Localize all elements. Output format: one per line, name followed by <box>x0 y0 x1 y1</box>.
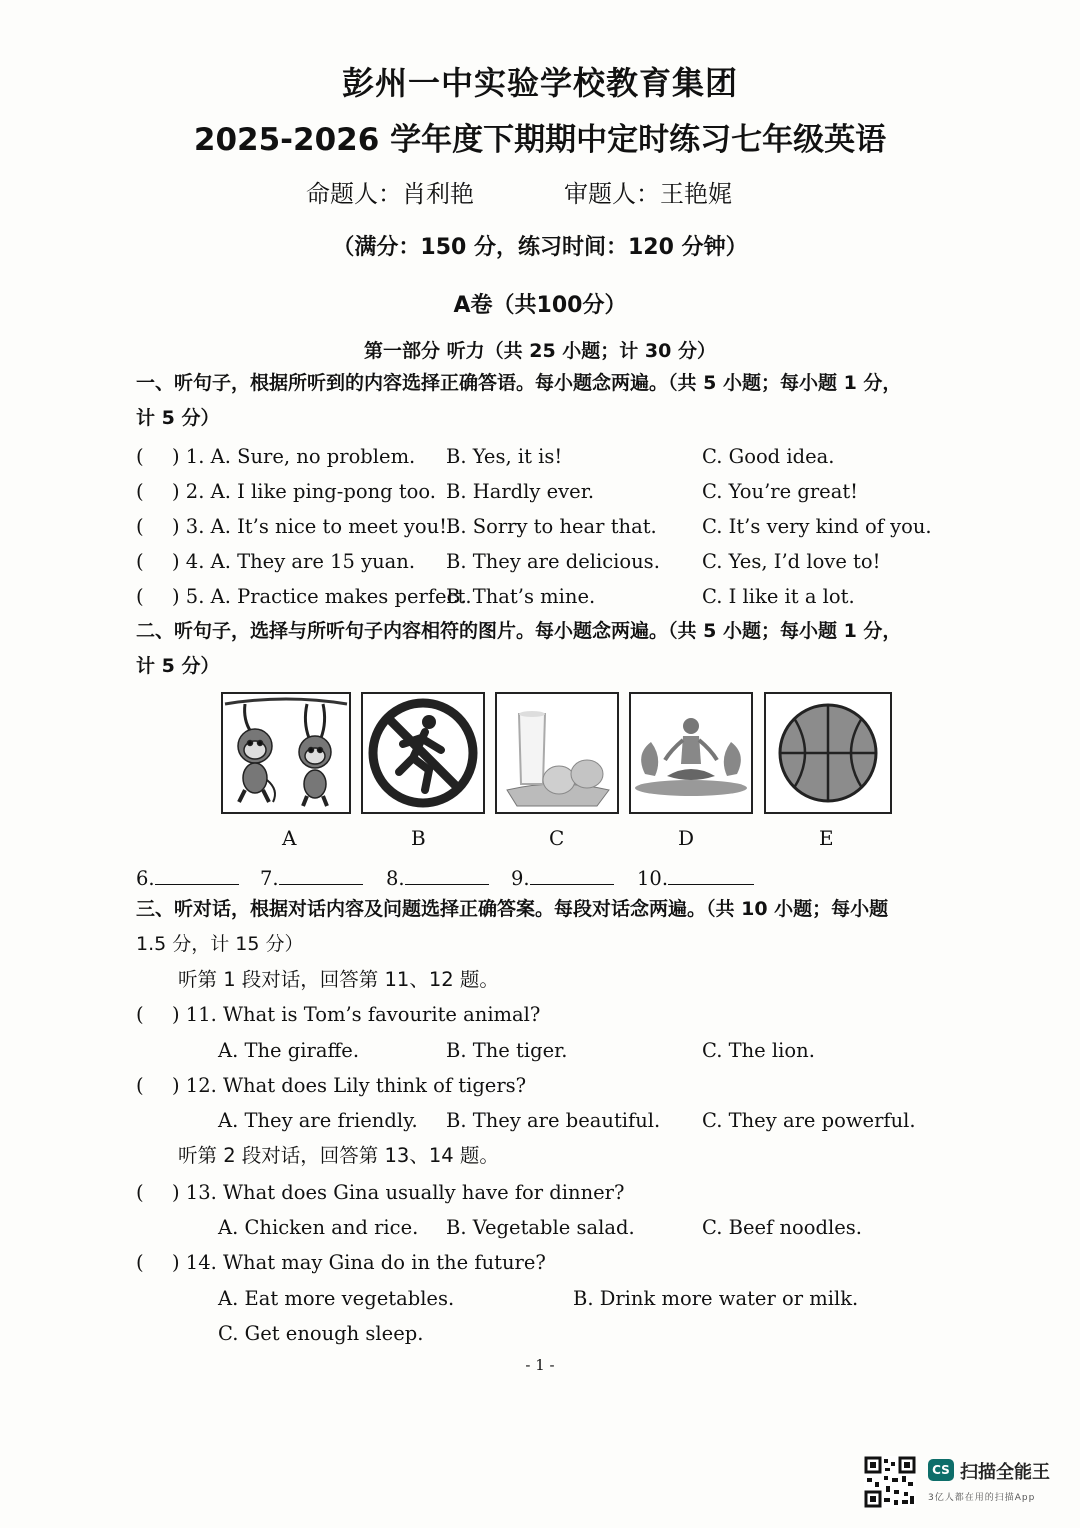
no-running-icon <box>363 694 483 812</box>
question-text: ) 11. What is Tom’s favourite animal? <box>172 1003 541 1026</box>
option-a: A. Eat more vegetables. <box>218 1287 455 1310</box>
question-text: ) 2. A. I like ping-pong too. <box>172 480 437 503</box>
yoga-icon <box>631 694 751 812</box>
option-b: B. They are beautiful. <box>446 1109 661 1132</box>
section3-instr-line2: 1.5 分，计 15 分） <box>136 933 304 955</box>
question-row <box>136 545 996 579</box>
question-text: ) 14. What may Gina do in the future? <box>172 1251 546 1274</box>
picture-c <box>495 692 619 814</box>
scanner-watermark <box>864 1456 1064 1508</box>
section1-instructions <box>136 366 986 436</box>
option-c: C. Yes, I’d love to! <box>702 550 881 573</box>
answer-paren[interactable]: ( <box>136 1251 144 1274</box>
answer-paren[interactable]: ( <box>136 1181 144 1204</box>
dialog-heading: 听第 2 段对话，回答第 13、14 题。 <box>178 1144 499 1167</box>
dialog-heading: 听第 1 段对话，回答第 11、12 题。 <box>178 968 499 991</box>
blank-number: 10. <box>637 867 669 890</box>
camscanner-logo-icon: CS <box>928 1459 954 1481</box>
option-a: A. Chicken and rice. <box>218 1216 419 1239</box>
answer-blank <box>260 862 363 890</box>
option-c: C. Get enough sleep. <box>218 1322 424 1345</box>
qr-code-icon <box>864 1456 916 1508</box>
exam-title: 2025-2026 学年度下期期中定时练习七年级英语 <box>193 122 887 158</box>
section1-instr-line2: 计 5 分） <box>136 407 220 429</box>
option-c: C. You’re great! <box>702 480 858 503</box>
section3-instructions <box>136 892 986 962</box>
section3-instr-line1: 三、听对话，根据对话内容及问题选择正确答案。每段对话念两遍。（共 10 小题；每小题 <box>136 898 889 920</box>
picture-label: D <box>678 826 695 850</box>
option-b: B. Sorry to hear that. <box>446 515 657 538</box>
milk-eggs-icon <box>497 694 617 812</box>
question-row <box>136 1246 996 1280</box>
option-b: B. That’s mine. <box>446 585 596 608</box>
question-text: ) 13. What does Gina usually have for dinner? <box>172 1181 625 1204</box>
question-row <box>136 998 996 1032</box>
page-number: - 1 - <box>525 1356 555 1374</box>
options-row <box>136 1282 996 1316</box>
section1-instr-line1: 一、听句子，根据所听到的内容选择正确答语。每小题念两遍。（共 5 小题；每小题 1 分， <box>136 372 902 394</box>
blank-number: 7. <box>260 867 279 890</box>
section2-instr-line2: 计 5 分） <box>136 655 220 677</box>
question-row <box>136 580 996 614</box>
option-b: B. They are delicious. <box>446 550 660 573</box>
volume-title: A卷（共100分） <box>453 293 627 318</box>
section2-instr-line1: 二、听句子，选择与所听句子内容相符的图片。每小题念两遍。（共 5 小题；每小题 1 分， <box>136 620 902 642</box>
option-c: C. The lion. <box>702 1039 815 1062</box>
question-row <box>136 1069 996 1103</box>
question-row <box>136 440 996 474</box>
answer-paren[interactable]: ( <box>136 515 144 538</box>
option-c: C. Good idea. <box>702 445 835 468</box>
blank-number: 9. <box>511 867 530 890</box>
setter: 命题人：肖利艳 <box>306 180 474 208</box>
blank-line[interactable] <box>279 862 363 885</box>
blank-number: 8. <box>386 867 405 890</box>
picture-d <box>629 692 753 814</box>
question-text: ) 4. A. They are 15 yuan. <box>172 550 416 573</box>
section2-instructions <box>136 614 986 684</box>
option-b: B. The tiger. <box>446 1039 568 1062</box>
basketball-icon <box>766 694 890 812</box>
question-text: ) 3. A. It’s nice to meet you! <box>172 515 448 538</box>
question-text: ) 12. What does Lily think of tigers? <box>172 1074 527 1097</box>
blank-line[interactable] <box>155 862 239 885</box>
school-name: 彭州一中实验学校教育集团 <box>341 64 738 102</box>
answer-blank <box>386 862 489 890</box>
answer-blank <box>511 862 614 890</box>
part-title: 第一部分 听力（共 25 小题；计 30 分） <box>364 340 716 362</box>
option-c: C. It’s very kind of you. <box>702 515 932 538</box>
question-text: ) 1. A. Sure, no problem. <box>172 445 416 468</box>
option-a: A. They are friendly. <box>218 1109 418 1132</box>
question-row <box>136 510 996 544</box>
options-row <box>136 1034 996 1068</box>
picture-label: E <box>819 826 834 850</box>
picture-e <box>764 692 892 814</box>
watermark-tagline: 3亿人都在用的扫描App <box>928 1493 1036 1503</box>
option-b: B. Yes, it is! <box>446 445 563 468</box>
blank-line[interactable] <box>668 862 754 885</box>
reviewer: 审题人：王艳娓 <box>564 180 732 208</box>
picture-b <box>361 692 485 814</box>
picture-label: C <box>549 826 565 850</box>
blank-line[interactable] <box>405 862 489 885</box>
answer-paren[interactable]: ( <box>136 445 144 468</box>
option-c: C. They are powerful. <box>702 1109 916 1132</box>
score-info: （满分：150 分，练习时间：120 分钟） <box>332 235 748 260</box>
blank-line[interactable] <box>530 862 614 885</box>
question-row <box>136 475 996 509</box>
picture-a <box>221 692 351 814</box>
options-row <box>136 1104 996 1138</box>
answer-paren[interactable]: ( <box>136 550 144 573</box>
options-row <box>136 1317 996 1351</box>
option-b: B. Drink more water or milk. <box>573 1287 859 1310</box>
option-c: C. I like it a lot. <box>702 585 855 608</box>
option-c: C. Beef noodles. <box>702 1216 862 1239</box>
question-text: ) 5. A. Practice makes perfect. <box>172 585 472 608</box>
options-row <box>136 1211 996 1245</box>
answer-blank <box>136 862 239 890</box>
option-b: B. Vegetable salad. <box>446 1216 635 1239</box>
picture-label: A <box>282 826 297 850</box>
blank-number: 6. <box>136 867 155 890</box>
question-row <box>136 1176 996 1210</box>
answer-paren[interactable]: ( <box>136 1074 144 1097</box>
picture-label: B <box>411 826 426 850</box>
answer-paren[interactable]: ( <box>136 1003 144 1026</box>
option-b: B. Hardly ever. <box>446 480 595 503</box>
watermark-app-name: 扫描全能王 <box>960 1462 1050 1483</box>
option-a: A. The giraffe. <box>218 1039 360 1062</box>
answer-paren[interactable]: ( <box>136 480 144 503</box>
answer-paren[interactable]: ( <box>136 585 144 608</box>
answer-blank <box>637 862 754 890</box>
monkeys-icon <box>223 694 349 812</box>
